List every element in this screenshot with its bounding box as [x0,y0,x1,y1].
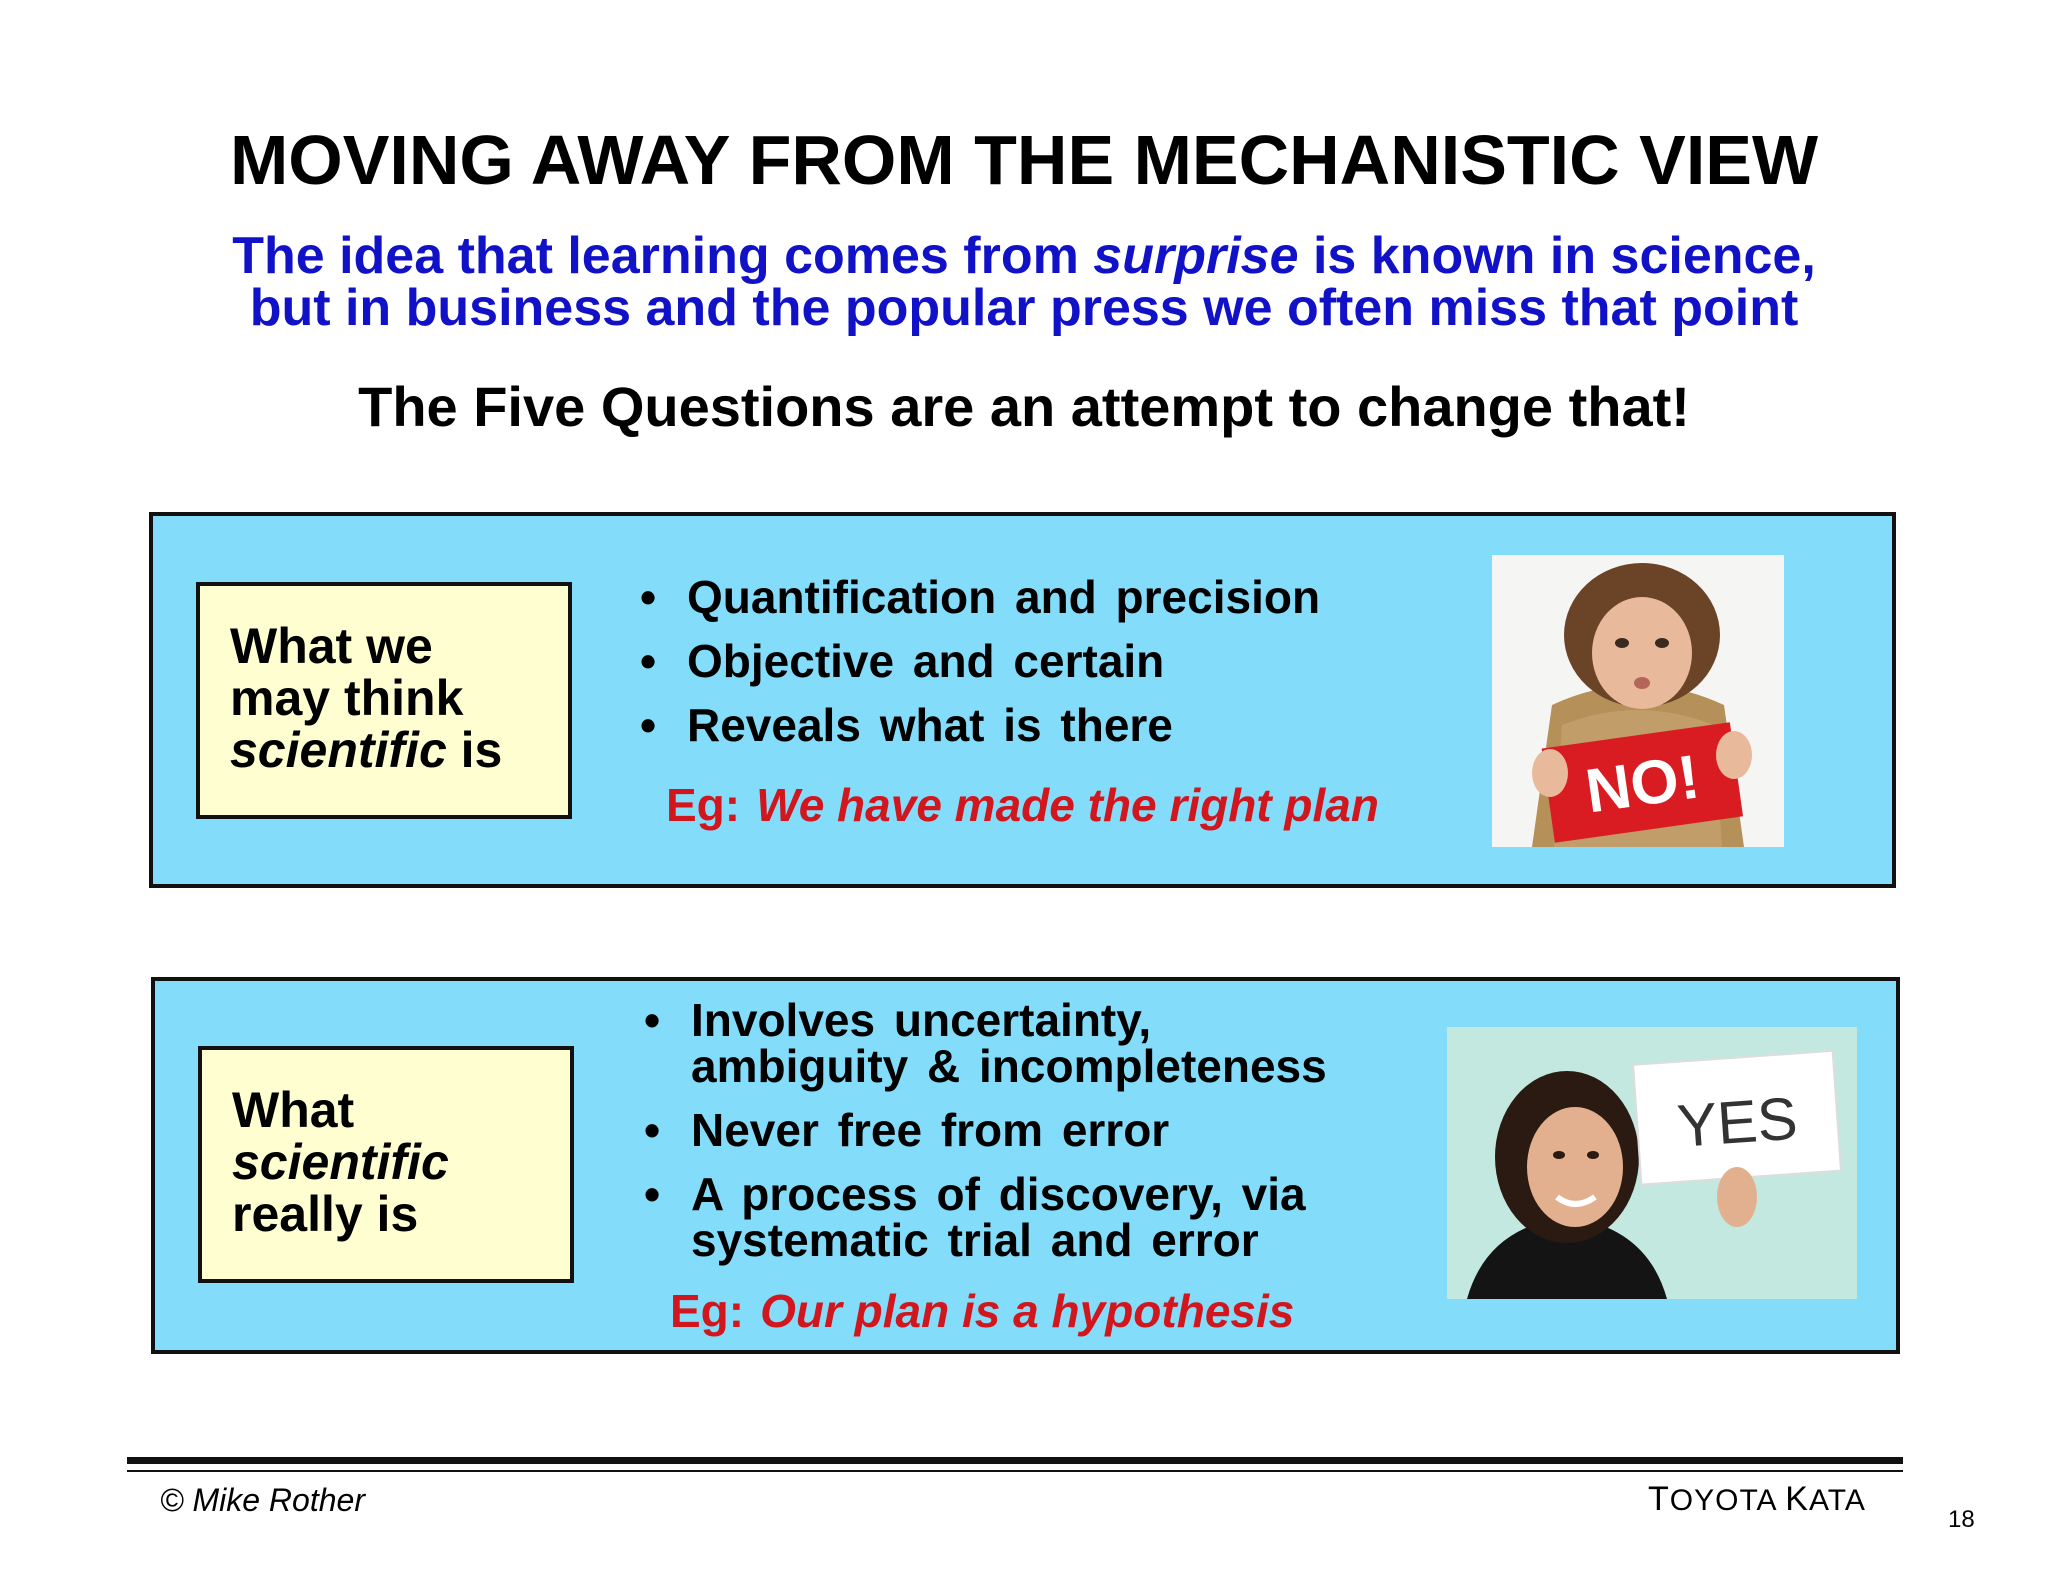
bullet-item: • Involves uncertainty, ambiguity & incompleteness [644,994,1327,1092]
bullet-dot-icon: • [644,994,661,1046]
bullet-dot-icon: • [640,571,657,623]
sign-yes-text: YES [1675,1084,1800,1160]
bullet-list [640,571,1321,766]
slide-title: MOVING AWAY FROM THE MECHANISTIC VIEW [229,121,1819,199]
footer-rule-thin [127,1470,1903,1472]
brand-text: TOYOTA KATA [1648,1480,1866,1518]
woman-holding-no-sign-photo [1492,555,1784,847]
subtitle-emphasis: surprise [1093,227,1299,285]
mechanistic-view-panel [149,512,1896,888]
subtitle-line-1: The idea that learning comes from surprise is known in science, [232,227,1816,285]
panel-label: What scientific really is [198,1046,574,1283]
woman-holding-yes-sign-photo [1447,1027,1857,1299]
subtitle-line-2: but in business and the popular press we often miss that point [249,279,1799,337]
bullet-dot-icon: • [640,699,657,751]
slide-tagline: The Five Questions are an attempt to change that! [358,375,1690,438]
bullet-item: • A process of discovery, via systematic trial and error [644,1168,1306,1266]
no-sign-illustration [1492,555,1784,847]
example-text: Eg: We have made the right plan [666,779,1379,831]
bullet-item: • Reveals what is there [640,699,1173,751]
sign-no-text: NO! [1581,742,1704,827]
bullet-item: • Quantification and precision [640,571,1321,623]
bullet-dot-icon: • [640,635,657,687]
example-text: Eg: Our plan is a hypothesis [670,1285,1295,1337]
yes-sign-illustration [1447,1027,1857,1299]
bullet-item: • Objective and certain [640,635,1165,687]
copyright-text: © Mike Rother [160,1482,365,1518]
bullet-dot-icon: • [644,1168,661,1220]
footer-rule [127,1457,1903,1464]
slide-subtitle [0,227,2048,337]
bullet-list [644,994,1327,1281]
page-number: 18 [1948,1506,1975,1533]
scientific-view-panel [151,977,1900,1354]
panel-label: What we may think scientific is [196,582,572,819]
bullet-dot-icon: • [644,1104,661,1156]
bullet-item: • Never free from error [644,1104,1170,1156]
